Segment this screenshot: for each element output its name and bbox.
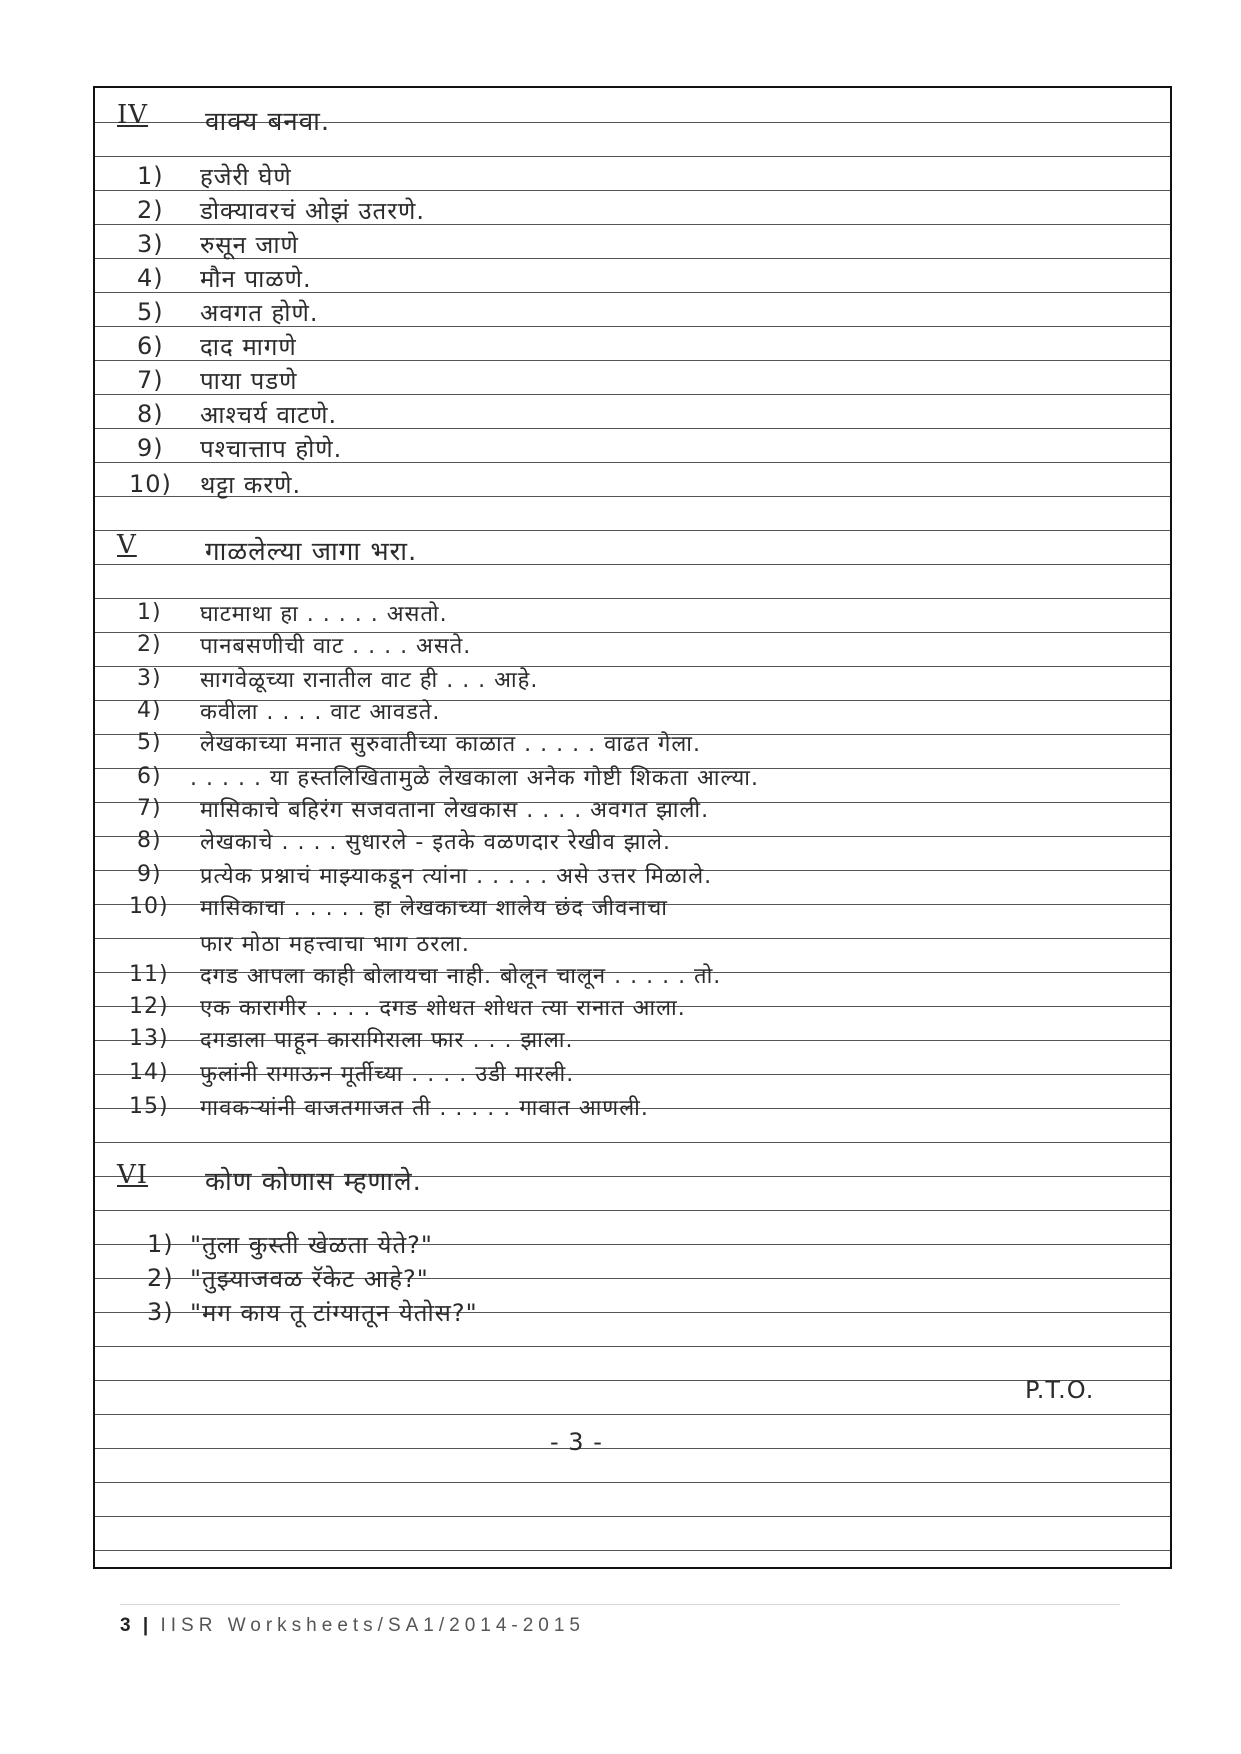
section-iv-title: वाक्य बनवा.	[205, 107, 331, 137]
item-text: एक कारागीर . . . . दगड शोधत शोधत त्या रानात आला.	[200, 996, 686, 1021]
pto-note: P.T.O.	[1025, 1376, 1095, 1404]
item-text: सागवेळूच्या रानातील वाट ही . . . आहे.	[200, 668, 539, 693]
item-number: 12)	[129, 994, 169, 1019]
item-text: लेखकाच्या मनात सुरुवातीच्या काळात . . . . . वाढत गेला.	[200, 732, 701, 757]
footer-rule	[120, 1604, 1120, 1605]
item-text: गावकऱ्यांनी वाजतगाजत ती . . . . . गावात आणली.	[200, 1096, 649, 1121]
item-number: 13)	[129, 1026, 169, 1051]
item-text: लेखकाचे . . . . सुधारले - इतके वळणदार रेखीव झाले.	[200, 830, 671, 855]
item-text: कवीला . . . . वाट आवडते.	[200, 700, 441, 725]
item-text: डोक्यावरचं ओझं उतरणे.	[200, 197, 426, 225]
item-text: रुसून जाणे	[200, 231, 299, 259]
page-marker: - 3 -	[550, 1428, 603, 1456]
item-text: मासिकाचे बहिरंग सजवताना लेखकास . . . . अवगत झाली.	[200, 798, 710, 823]
item-number: 10)	[129, 470, 172, 498]
item-number: 11)	[129, 962, 169, 987]
item-text: दगड आपला काही बोलायचा नाही. बोलून चालून . . . . . तो.	[200, 964, 722, 989]
item-number: 4)	[137, 264, 164, 292]
ruled-line	[95, 156, 1170, 157]
item-number: 10)	[129, 894, 169, 919]
item-text: घाटमाथा हा . . . . . असतो.	[200, 602, 448, 627]
item-number: 9)	[137, 862, 162, 887]
ruled-line	[95, 1516, 1170, 1517]
ruled-line	[95, 530, 1170, 531]
item-number: 3)	[137, 666, 162, 691]
ruled-line	[95, 1550, 1170, 1551]
ruled-line	[95, 1142, 1170, 1143]
ruled-line	[95, 1482, 1170, 1483]
item-text: "तुला कुस्ती खेळता येते?"	[190, 1231, 433, 1259]
ruled-line	[95, 1414, 1170, 1415]
footer-page-number: 3	[120, 1615, 133, 1636]
item-text: दाद मागणे	[200, 333, 297, 361]
page-footer	[120, 1615, 585, 1637]
item-number: 6)	[137, 764, 162, 789]
item-number: 4)	[137, 698, 162, 723]
item-number: 6)	[137, 332, 164, 360]
item-number: 7)	[137, 796, 162, 821]
item-number: 1)	[137, 600, 162, 625]
ruled-line	[95, 1448, 1170, 1449]
item-number: 15)	[129, 1094, 169, 1119]
ruled-line	[95, 1210, 1170, 1211]
item-text: फुलांनी रागाऊन मूर्तीच्या . . . . उडी मारली.	[200, 1062, 575, 1087]
item-text: "तुझ्याजवळ रॅकेट आहे?"	[190, 1265, 429, 1293]
item-text: पश्चात्ताप होणे.	[200, 435, 343, 463]
item-number: 2)	[147, 1264, 174, 1292]
item-text: पाया पडणे	[200, 367, 298, 395]
item-text: पानबसणीची वाट . . . . असते.	[200, 634, 472, 659]
item-text-continued: फार मोठा महत्त्वाचा भाग ठरला.	[200, 932, 470, 957]
section-vi-title: कोण कोणास म्हणाले.	[205, 1167, 422, 1197]
item-number: 9)	[137, 434, 164, 462]
ruled-line	[95, 1346, 1170, 1347]
ruled-line	[95, 1380, 1170, 1381]
item-text: प्रत्येक प्रश्नाचं माझ्याकडून त्यांना . . . . . असे उत्तर मिळाले.	[200, 864, 713, 889]
item-text: दगडाला पाहून कारागिराला फार . . . झाला.	[200, 1028, 574, 1053]
section-v-title: गाळलेल्या जागा भरा.	[205, 537, 418, 567]
item-number: 1)	[147, 1230, 174, 1258]
item-number: 1)	[137, 162, 164, 190]
item-text: थट्टा करणे.	[200, 471, 302, 499]
section-iv-number: IV	[117, 100, 149, 130]
item-text: मासिकाचा . . . . . हा लेखकाच्या शालेय छंद जीवनाचा	[200, 896, 668, 921]
item-number: 2)	[137, 196, 164, 224]
item-text: आश्चर्य वाटणे.	[200, 401, 338, 429]
item-number: 8)	[137, 400, 164, 428]
item-text: मौन पाळणे.	[200, 265, 312, 293]
section-vi-number: VI	[117, 1160, 149, 1190]
footer-separator: |	[142, 1615, 151, 1636]
item-number: 14)	[129, 1060, 169, 1085]
item-number: 3)	[137, 230, 164, 258]
item-number: 3)	[147, 1298, 174, 1326]
item-text: "मग काय तू टांग्यातून येतोस?"	[190, 1299, 478, 1327]
item-number: 2)	[137, 632, 162, 657]
item-number: 7)	[137, 366, 164, 394]
item-number: 8)	[137, 828, 162, 853]
item-text: अवगत होणे.	[200, 299, 319, 327]
footer-text: IISR Worksheets/SA1/2014-2015	[160, 1615, 585, 1636]
item-text: . . . . . या हस्तलिखितामुळे लेखकाला अनेक गोष्टी शिकता आल्या.	[190, 766, 759, 791]
section-v-number: V	[117, 530, 137, 560]
item-number: 5)	[137, 298, 164, 326]
item-number: 5)	[137, 730, 162, 755]
item-text: हजेरी घेणे	[200, 163, 292, 191]
worksheet-page	[93, 86, 1172, 1569]
